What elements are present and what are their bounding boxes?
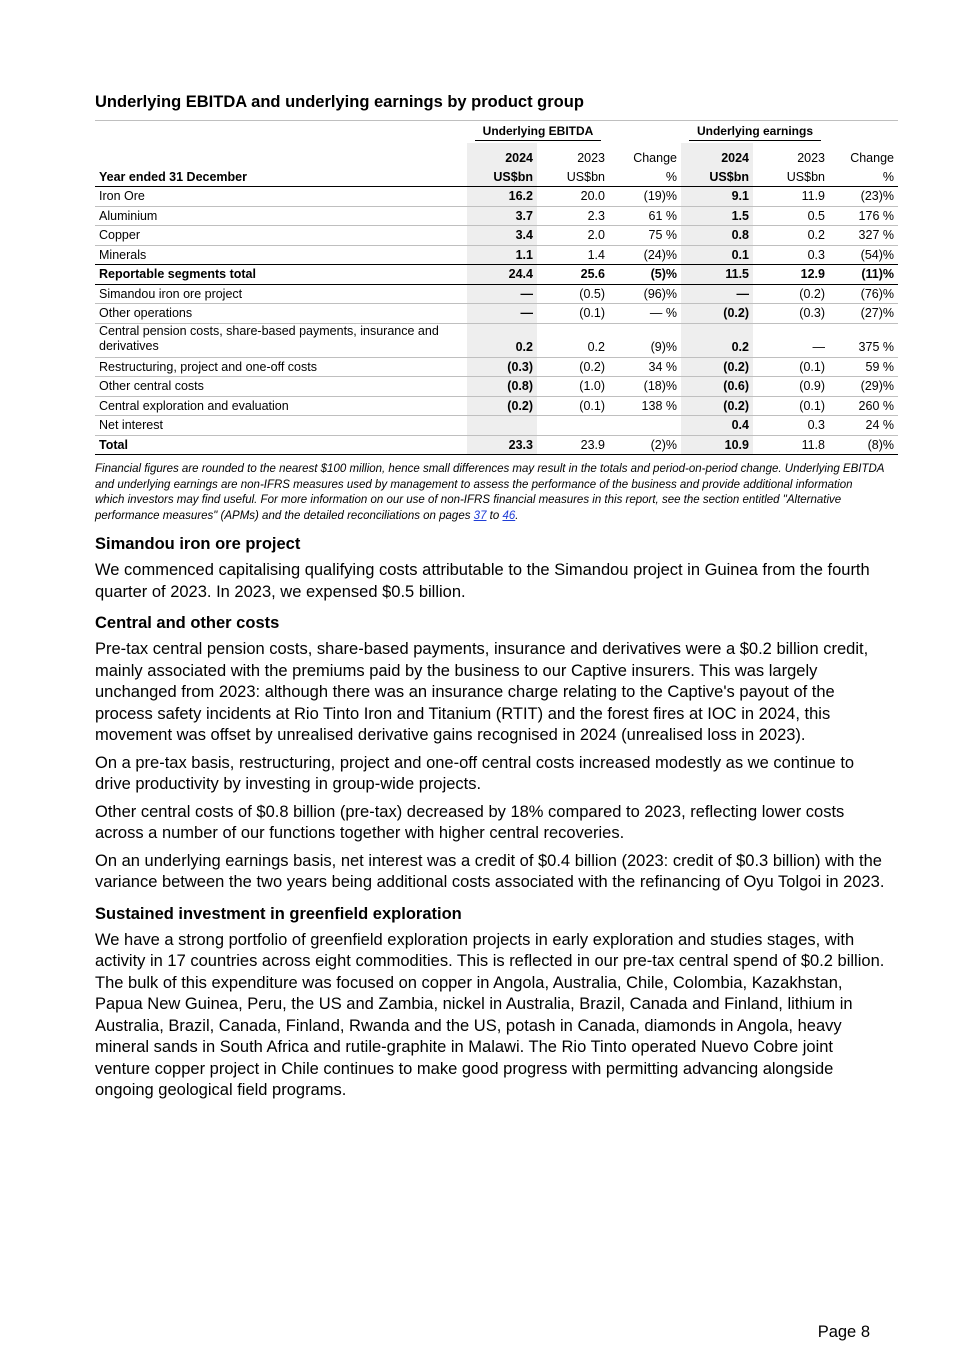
- row-label: Copper: [95, 226, 467, 246]
- page-content: [95, 90, 898, 1108]
- row-label: Aluminium: [95, 206, 467, 226]
- table-cell: 2.3: [537, 206, 609, 226]
- header-year: 2023: [797, 150, 825, 165]
- table-cell: 0.1: [681, 245, 753, 265]
- header-unit: US$bn: [753, 167, 829, 187]
- row-label: Simandou iron ore project: [95, 284, 467, 304]
- footnote-text-end: .: [515, 509, 519, 522]
- table-row: [95, 377, 898, 397]
- table-cell: (24)%: [609, 245, 681, 265]
- table-cell: (9)%: [609, 323, 681, 357]
- table-cell: [537, 416, 609, 436]
- table-cell: —: [467, 284, 537, 304]
- ebitda-earnings-table: [95, 120, 898, 455]
- table-cell: (54)%: [829, 245, 898, 265]
- section-paragraph: On an underlying earnings basis, net interest was a credit of $0.4 billion (2023: credit of $0.3 billion) with the variance between the two years being additional costs associated with the refinancing of Oyu Tolgoi in 2023.: [95, 851, 885, 891]
- table-cell: 20.0: [537, 187, 609, 207]
- row-label: Other central costs: [95, 377, 467, 397]
- table-cell: (0.5): [537, 284, 609, 304]
- table-cell: (0.2): [467, 396, 537, 416]
- table-cell: —: [681, 284, 753, 304]
- table-cell: (1.0): [537, 377, 609, 397]
- section-paragraph: We commenced capitalising qualifying costs attributable to the Simandou project in Guinea from the fourth quarter of 2023. In 2023, we expensed $0.5 billion.: [95, 561, 870, 601]
- table-cell: (0.2): [537, 357, 609, 377]
- table-cell: 3.7: [467, 206, 537, 226]
- table-row: [95, 357, 898, 377]
- row-label: Iron Ore: [95, 187, 467, 207]
- table-cell: (0.2): [753, 284, 829, 304]
- year-ended-label: Year ended 31 December: [95, 167, 467, 187]
- table-cell: (0.1): [753, 357, 829, 377]
- section-paragraph: Other central costs of $0.8 billion (pre-tax) decreased by 18% compared to 2023, reflecting lower costs across a number of our functions together with higher central recoveries.: [95, 802, 845, 842]
- row-label: Restructuring, project and one-off costs: [95, 357, 467, 377]
- table-cell: 23.3: [467, 435, 537, 455]
- section-simandou: [95, 534, 898, 603]
- table-cell: 24 %: [829, 416, 898, 436]
- footnote-text-mid: to: [486, 509, 503, 522]
- section-paragraph: We have a strong portfolio of greenfield exploration projects in early exploration and studies stages, with activity in 17 countries across eight commodities. This is reflected in our pre-tax central spend of $0.2 billion. The bulk of this expenditure was focused on copper in Angola, Australia, Chile, Colombia, Kazakhstan, Papua New Guinea, Peru, the US and Zambia, nickel in Australia, Brazil, Canada and Finland, lithium in Australia, Brazil, Canada, Finland, Rwanda and the US, potash in Canada, diamonds in Angola, heavy mineral sands in South Africa and rutile-graphite in Malawi. The Rio Tinto operated Nuevo Cobre joint venture copper project in Chile continues to make good progress with permitting advancing alongside ongoing geological field programs.: [95, 930, 885, 1099]
- section-paragraph: On a pre-tax basis, restructuring, project and one-off central costs increased modestly as we continue to drive productivity by investing in group-wide projects.: [95, 753, 855, 793]
- table-cell: 375 %: [829, 323, 898, 357]
- table-cell: (19)%: [609, 187, 681, 207]
- table-cell: (8)%: [829, 435, 898, 455]
- table-row: [95, 226, 898, 246]
- header-year-row: [95, 143, 898, 167]
- table-cell: 61 %: [609, 206, 681, 226]
- header-unit-row: [95, 167, 898, 187]
- header-year: Change: [633, 150, 677, 165]
- table-cell: (0.6): [681, 377, 753, 397]
- footnote-link-page-46[interactable]: 46: [502, 509, 516, 522]
- row-label: Net interest: [95, 416, 467, 436]
- row-label: Minerals: [95, 245, 467, 265]
- table-cell: — %: [609, 304, 681, 324]
- table-cell: (96)%: [609, 284, 681, 304]
- table-row: [95, 206, 898, 226]
- table-cell: 1.5: [681, 206, 753, 226]
- header-unit: %: [829, 167, 898, 187]
- group-header-row: [95, 121, 898, 143]
- table-cell: 176 %: [829, 206, 898, 226]
- footnote-text: Financial figures are rounded to the nearest $100 million, hence small differences may result in the totals and period-on-period change. Underlying EBITDA and underlying earnings are non-IFRS measures used by management to assess the performance of the business and provide additional information which investors may find useful. For more information on our use of non-IFRS financial measures in this report, see the section entitled "Alternative performance measures" (APMs) and the detailed reconciliations on pages: [95, 463, 885, 522]
- table-cell: (76)%: [829, 284, 898, 304]
- table-cell: [609, 416, 681, 436]
- table-cell: 11.9: [753, 187, 829, 207]
- table-cell: 138 %: [609, 396, 681, 416]
- group-header-earnings: Underlying earnings: [689, 124, 821, 141]
- table-cell: 0.8: [681, 226, 753, 246]
- header-year: Change: [850, 150, 894, 165]
- header-year: 2024: [467, 143, 537, 167]
- table-cell: (18)%: [609, 377, 681, 397]
- table-cell: 0.5: [753, 206, 829, 226]
- table-footnote: [95, 462, 885, 524]
- table-cell: (0.1): [753, 396, 829, 416]
- page-number: Page 8: [817, 1323, 870, 1341]
- table-cell: (0.3): [467, 357, 537, 377]
- table-cell: (2)%: [609, 435, 681, 455]
- table-row: [95, 265, 898, 285]
- header-unit: US$bn: [537, 167, 609, 187]
- section-heading: Central and other costs: [95, 614, 280, 632]
- table-cell: 0.4: [681, 416, 753, 436]
- header-unit: %: [609, 167, 681, 187]
- table-cell: (0.2): [681, 357, 753, 377]
- table-cell: 1.1: [467, 245, 537, 265]
- table-row: [95, 187, 898, 207]
- header-unit: US$bn: [467, 167, 537, 187]
- table-cell: (0.2): [681, 396, 753, 416]
- table-cell: 25.6: [537, 265, 609, 285]
- row-label: Total: [95, 435, 467, 455]
- table-cell: (0.3): [753, 304, 829, 324]
- table-cell: (11)%: [829, 265, 898, 285]
- table-row: [95, 323, 898, 357]
- table-cell: 0.2: [467, 323, 537, 357]
- table-cell: 2.0: [537, 226, 609, 246]
- table-cell: (5)%: [609, 265, 681, 285]
- table-cell: 0.3: [753, 416, 829, 436]
- table-cell: 75 %: [609, 226, 681, 246]
- table-row: [95, 284, 898, 304]
- header-unit: US$bn: [681, 167, 753, 187]
- section-central-costs: [95, 613, 898, 894]
- table-cell: —: [467, 304, 537, 324]
- header-year: 2024: [681, 143, 753, 167]
- section-paragraph: Pre-tax central pension costs, share-based payments, insurance and derivatives were a $0.2 billion credit, mainly associated with the premiums paid by the business to our Captive insurers. This was largely unchanged from 2023: although there was an insurance charge relating to the Captive's payout of the process safety incidents at Rio Tinto Iron and Titanium (RTIT) and the forest fires at IOC in 2024, this movement was offset by unrealised derivative gains recognised in 2024 (unrealised loss in 2023).: [95, 640, 869, 744]
- table-cell: 3.4: [467, 226, 537, 246]
- table-cell: 59 %: [829, 357, 898, 377]
- table-title: Underlying EBITDA and underlying earnings by product group: [95, 93, 584, 111]
- table-cell: (0.8): [467, 377, 537, 397]
- row-label: Other operations: [95, 304, 467, 324]
- table-row: [95, 416, 898, 436]
- footnote-link-page-37[interactable]: 37: [473, 509, 487, 522]
- table-cell: 0.2: [537, 323, 609, 357]
- table-cell: 12.9: [753, 265, 829, 285]
- table-cell: 1.4: [537, 245, 609, 265]
- table-cell: 327 %: [829, 226, 898, 246]
- table-cell: 34 %: [609, 357, 681, 377]
- table-cell: 10.9: [681, 435, 753, 455]
- section-heading: Sustained investment in greenfield exploration: [95, 904, 462, 923]
- table-cell: 0.2: [753, 226, 829, 246]
- table-cell: 16.2: [467, 187, 537, 207]
- header-year: 2023: [577, 150, 605, 165]
- row-label: Central exploration and evaluation: [95, 396, 467, 416]
- table-cell: 260 %: [829, 396, 898, 416]
- table-cell: (0.9): [753, 377, 829, 397]
- table-cell: (0.1): [537, 396, 609, 416]
- section-heading: Simandou iron ore project: [95, 535, 301, 553]
- row-label: Reportable segments total: [95, 265, 467, 285]
- table-cell: (23)%: [829, 187, 898, 207]
- table-cell: 23.9: [537, 435, 609, 455]
- table-row: [95, 304, 898, 324]
- table-cell: (29)%: [829, 377, 898, 397]
- table-cell: 24.4: [467, 265, 537, 285]
- table-cell: (0.2): [681, 304, 753, 324]
- table-row: [95, 396, 898, 416]
- table-cell: 11.5: [681, 265, 753, 285]
- table-row: [95, 435, 898, 455]
- table-cell: (0.1): [537, 304, 609, 324]
- table-cell: [467, 416, 537, 436]
- table-cell: 0.3: [753, 245, 829, 265]
- section-greenfield-exploration: [95, 904, 898, 1102]
- table-row: [95, 245, 898, 265]
- table-cell: 11.8: [753, 435, 829, 455]
- table-cell: (27)%: [829, 304, 898, 324]
- row-label: Central pension costs, share-based payments, insurance and derivatives: [95, 323, 467, 357]
- table-cell: 9.1: [681, 187, 753, 207]
- group-header-ebitda: Underlying EBITDA: [475, 124, 601, 141]
- table-cell: —: [753, 323, 829, 357]
- table-cell: 0.2: [681, 323, 753, 357]
